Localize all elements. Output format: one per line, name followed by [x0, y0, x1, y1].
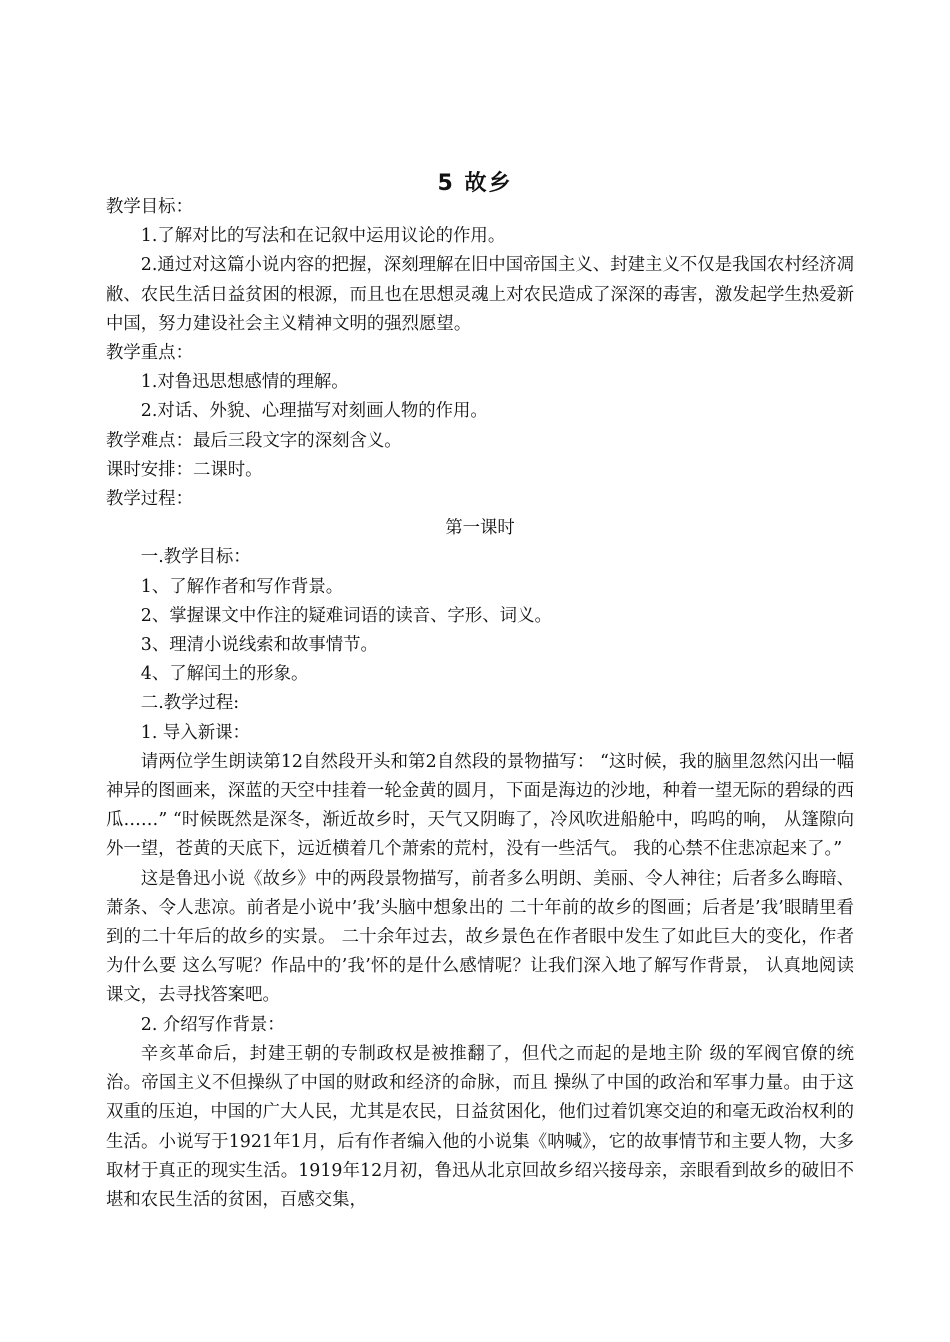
- paragraph-reading: 请两位学生朗读第12自然段开头和第2自然段的景物描写： “这时候，我的脑里忽然闪出一幅神异的图画来，深蓝的天空中挂着一轮金黄的圆月，下面是海边的沙地，种着一望无际的碧绿的西瓜……” “时候既然是深冬，渐近故乡时，天气又阴晦了，冷风吹进船舱中，呜呜的响， 从篷隙向外一望，苍黄的天底下，远近横着几个萧索的荒村，没有一些活气。 我的心禁不住悲凉起来了。”: [106, 751, 854, 860]
- lesson-objective-2: 2、掌握课文中作注的疑难词语的读音、字形、词义。: [140, 605, 552, 626]
- step-heading-intro: 1. 导入新课：: [140, 722, 250, 743]
- objective-item-1: 1.了解对比的写法和在记叙中运用议论的作用。: [140, 226, 506, 247]
- difficulty-line: 教学难点：最后三段文字的深刻含义。: [106, 430, 402, 451]
- lesson-objective-1: 1、了解作者和写作背景。: [140, 576, 344, 597]
- subheading-objectives: 一.教学目标：: [140, 547, 251, 568]
- key-point-item-2: 2.对话、外貌、心理描写对刻画人物的作用。: [140, 401, 488, 422]
- paragraph-analysis: 这是鲁迅小说《故乡》中的两段景物描写，前者多么明朗、美丽、令人神往；后者多么晦暗、萧条、令人悲凉。前者是小说中’我’头脑中想象出的 二十年前的故乡的图画；后者是’我’眼睛里看到的二十年后的故乡的实景。 二十余年过去，故乡景色在作者眼中发生了如此巨大的变化，作者为什么要 这么写呢？作品中的’我’怀的是什么感情呢？让我们深入地了解写作背景， 认真地阅读课文，去寻找答案吧。: [106, 868, 854, 1006]
- lesson-objective-3: 3、理清小说线索和故事情节。: [140, 635, 378, 656]
- section-heading-process: 教学过程：: [106, 489, 193, 510]
- document-title: 5 故乡: [437, 171, 513, 196]
- key-point-item-1: 1.对鲁迅思想感情的理解。: [140, 372, 349, 393]
- schedule-line: 课时安排：二课时。: [106, 459, 263, 480]
- section-heading-key-points: 教学重点：: [106, 343, 193, 364]
- lesson-heading: 第一课时: [445, 518, 515, 539]
- document-body: [106, 193, 854, 1215]
- objective-item-2: 2.通过对这篇小说内容的把握，深刻理解在旧中国帝国主义、封建主义不仅是我国农村经济凋敝、农民生活日益贫困的根源，而且也在思想灵魂上对农民造成了深深的毒害，激发起学生热爱新中国，努力建设社会主义精神文明的强烈愿望。: [106, 255, 854, 334]
- step-heading-background: 2. 介绍写作背景：: [140, 1014, 285, 1035]
- lesson-objective-4: 4、了解闰土的形象。: [140, 664, 309, 685]
- subheading-process: 二.教学过程:: [140, 693, 240, 714]
- section-heading-objectives: 教学目标：: [106, 197, 193, 217]
- paragraph-background: 辛亥革命后，封建王朝的专制政权是被推翻了，但代之而起的是地主阶 级的军阀官僚的统治。帝国主义不但操纵了中国的财政和经济的命脉，而且 操纵了中国的政治和军事力量。由于这双重的压迫，中国的广大人民，尤其是农民，日益贫困化，他们过着饥寒交迫的和毫无政治权利的生活。小说写于1921年1月，后有作者编入他的小说集《呐喊》，它的故事情节和主要人物，大多取材于真正的现实生活。1919年12月初，鲁迅从北京回故乡绍兴接母亲，亲眼看到故乡的破旧不堪和农民生活的贫困，百感交集，: [106, 1043, 854, 1210]
